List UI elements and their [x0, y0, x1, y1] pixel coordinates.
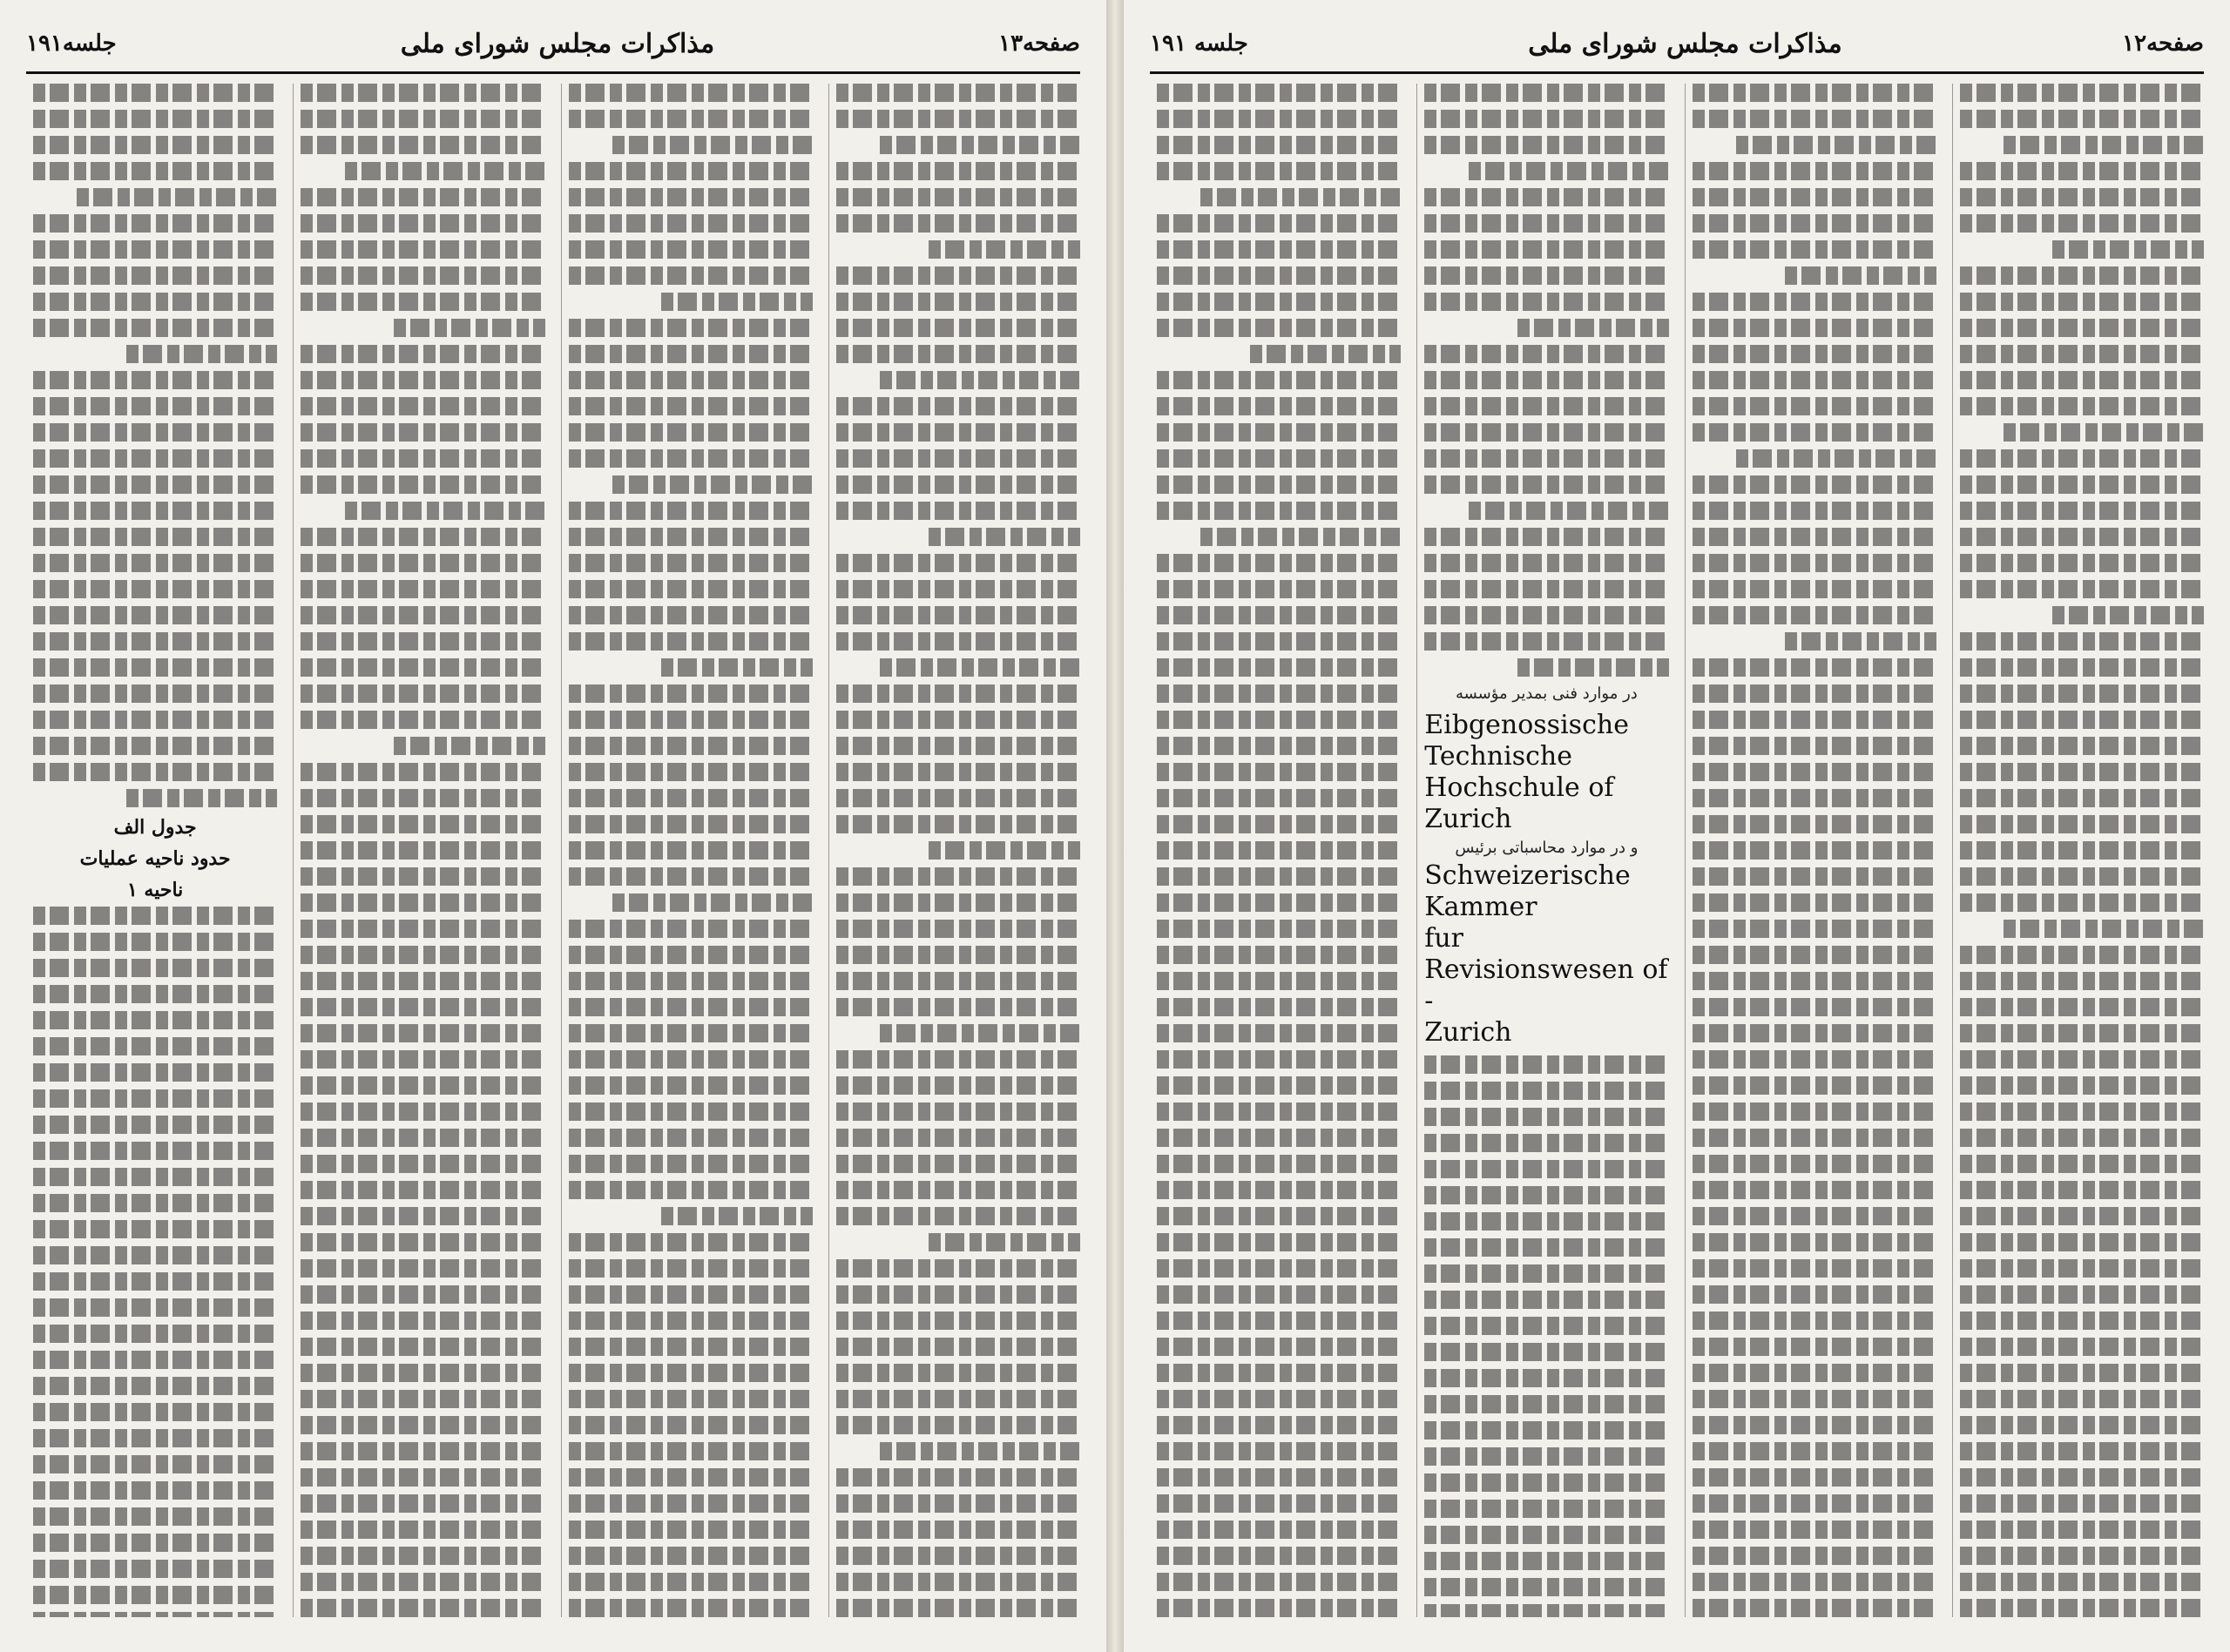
left-columns [26, 84, 1080, 1617]
left-page [0, 0, 1106, 1652]
latin-caption-top: در موارد فنی بمدیر مؤسسه [1455, 684, 1638, 703]
right-columns [1150, 84, 2204, 1617]
right-col-3 [1416, 84, 1668, 1617]
latin-caption-mid: و در موارد محاسباتی برئیس [1455, 839, 1639, 857]
right-page-meeting: جلسه ۱۹۱ [1150, 30, 1248, 57]
right-page [1124, 0, 2230, 1652]
right-page-number: صفحه۱۲ [2122, 30, 2204, 57]
left-col-3 [293, 84, 544, 1617]
left-page-meeting: جلسه۱۹۱ [26, 30, 117, 57]
table-subheading: حدود ناحیه عملیات [79, 847, 231, 870]
latin-institution-block [1424, 710, 1668, 1049]
right-col-4 [1150, 84, 1401, 1617]
left-col-4 [26, 84, 277, 1617]
latin-line-5: Zurich [1424, 1017, 1512, 1048]
right-header-rule [1150, 71, 2204, 74]
left-page-number: صفحه۱۳ [998, 30, 1080, 57]
right-col-1 [1952, 84, 2204, 1617]
left-col-1 [828, 84, 1080, 1617]
latin-line-3: Schweizerische Kammer [1424, 860, 1631, 922]
right-page-header [1150, 17, 2204, 70]
right-page-title: مذاکرات مجلس شورای ملی [1528, 28, 1842, 59]
latin-line-2: Hochschule of Zurich [1424, 772, 1614, 834]
left-header-rule [26, 71, 1080, 74]
right-col-2 [1685, 84, 1936, 1617]
latin-line-4: fur Revisionswesen of - [1424, 923, 1668, 1016]
left-col-2 [561, 84, 813, 1617]
table-heading: جدول الف [113, 816, 197, 839]
left-page-header [26, 17, 1080, 70]
area-label: ناحیه ۱ [126, 879, 184, 901]
page-gutter [1106, 0, 1124, 1652]
left-page-title: مذاکرات مجلس شورای ملی [400, 28, 715, 59]
latin-line-1: Eibgenossische Technische [1424, 710, 1629, 772]
